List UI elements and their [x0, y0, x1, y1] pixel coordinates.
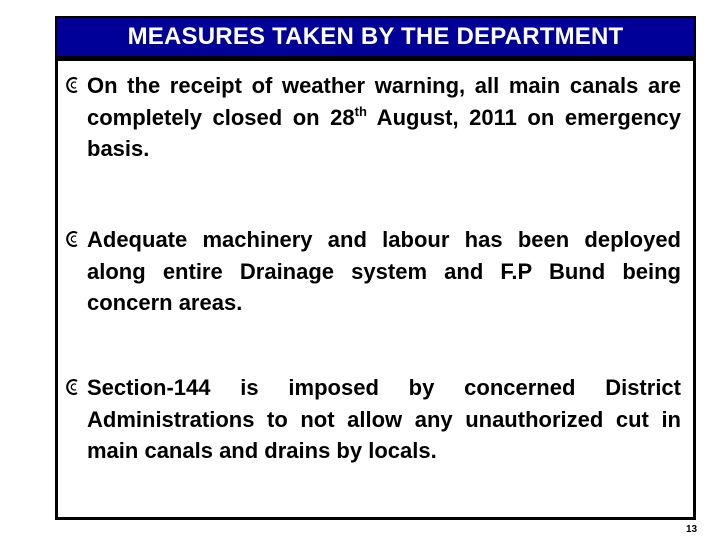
bullet-text-part: August, 2011 on emergency basis. [87, 104, 682, 161]
bullet-text-canals-closed [87, 70, 681, 165]
c-shape-bullet-icon [66, 378, 80, 396]
content-box [55, 58, 696, 520]
slide-title-text: MEASURES TAKEN BY THE DEPARTMENT [127, 23, 624, 50]
bullet-text-machinery-deployed: Adequate machinery and labour has been deployed along entire Drainage system and F.P Bund being concern areas. [87, 227, 681, 315]
c-shape-bullet-icon [66, 76, 80, 94]
bullet-text-section-144: Section-144 is imposed by concerned District Administrations to not allow any unauthorized cut in main canals and drains by locals. [87, 375, 681, 463]
slide-title [55, 16, 696, 58]
page-number: 13 [686, 524, 698, 535]
ordinal-superscript: th [354, 103, 367, 119]
bullet-text-part: On the receipt of weather warning, all main canals are completely closed on 28 [87, 73, 681, 130]
c-shape-bullet-icon [66, 230, 80, 248]
